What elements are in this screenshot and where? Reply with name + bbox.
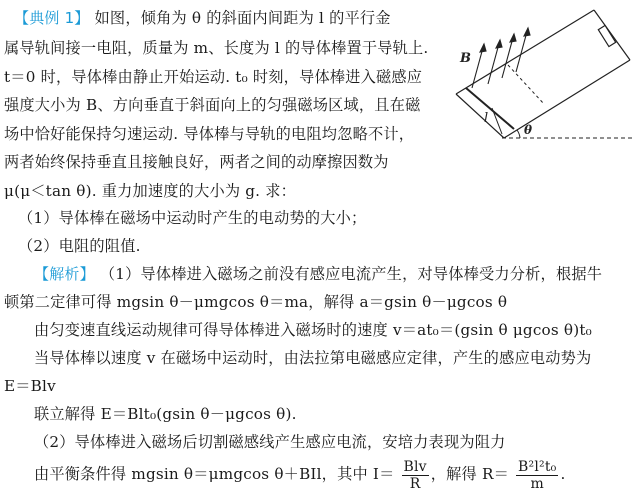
example-text: 如图，倾角为 θ 的斜面内间距为 l 的平行金 xyxy=(94,9,391,27)
balance-equation-end: . xyxy=(560,465,566,483)
solution-line-6: 联立解得 E＝Blt₀(gsin θ－μgcos θ). xyxy=(34,405,297,423)
rail-end xyxy=(594,10,630,60)
solution-line-2: 顿第二定律可得 mgsin θ－μmgcos θ＝ma，解得 a＝gsin θ－μgcos θ xyxy=(4,293,508,311)
example-line-7: μ(μ＜tan θ). 重力加速度的大小为 g. 求： xyxy=(4,182,297,200)
solution-line-3: 由匀变速直线运动规律可得导体棒进入磁场时的速度 v＝at₀＝(gsin θ μgcos θ)t₀ xyxy=(34,321,592,339)
solution-line-1 xyxy=(34,264,602,284)
label-theta: θ xyxy=(524,123,533,137)
example-line-6: 两者始终保持垂直且接触良好，两者之间的动摩擦因数为 xyxy=(4,153,389,171)
current-fraction-numerator: Blv xyxy=(403,458,427,475)
balance-equation-mid: ，解得 R＝ xyxy=(430,465,509,483)
current-fraction-denominator: R xyxy=(409,475,421,492)
current-fraction xyxy=(402,459,429,492)
conductor-rod xyxy=(466,88,514,129)
incline-rails-diagram xyxy=(444,4,636,144)
solution-line-8 xyxy=(34,454,566,494)
example-tag: 【典例 1】 xyxy=(14,9,90,27)
label-B: B xyxy=(460,51,471,66)
solution-line-7: （2）导体棒进入磁场后切割磁感线产生感应电流，安培力表现为阻力 xyxy=(34,433,506,451)
resistance-fraction-denominator: m xyxy=(530,475,544,492)
lower-rail xyxy=(504,60,630,138)
example-line-2: 属导轨间接一电阻，质量为 m、长度为 l 的导体棒置于导轨上. xyxy=(4,39,429,57)
example-line-5: 场中恰好能保持匀速运动. 导体棒与导轨的电阻均忽略不计， xyxy=(4,125,415,143)
solution-tag: 【解析】 xyxy=(34,265,95,283)
example-line-3: t＝0 时，导体棒由静止开始运动. t₀ 时刻，导体棒进入磁感应 xyxy=(4,68,423,86)
example-line-1 xyxy=(14,8,391,28)
label-l: l xyxy=(484,111,489,126)
upper-rail xyxy=(456,10,594,94)
example-line-4: 强度大小为 B、方向垂直于斜面向上的匀强磁场区域，且在磁 xyxy=(4,96,421,114)
angle-arc xyxy=(517,130,520,138)
solution-line-4: 当导体棒以速度 v 在磁场中运动时，由法拉第电磁感应定律，产生的感应电动势为 xyxy=(34,349,592,367)
balance-equation-prefix: 由平衡条件得 mgsin θ＝μmgcos θ＋BIl，其中 I＝ xyxy=(34,465,395,483)
resistance-fraction-numerator: B²l²t₀ xyxy=(518,458,557,475)
resistance-fraction xyxy=(516,459,558,492)
solution-line-5: E＝Blv xyxy=(4,377,56,395)
question-2: （2）电阻的阻值. xyxy=(18,237,141,255)
question-1: （1）导体棒在磁场中运动时产生的电动势的大小； xyxy=(18,209,367,227)
length-marker xyxy=(492,108,502,134)
field-boundary xyxy=(508,65,544,104)
solution-text: （1）导体棒进入磁场之前没有感应电流产生，对导体棒受力分析，根据牛 xyxy=(99,265,603,283)
